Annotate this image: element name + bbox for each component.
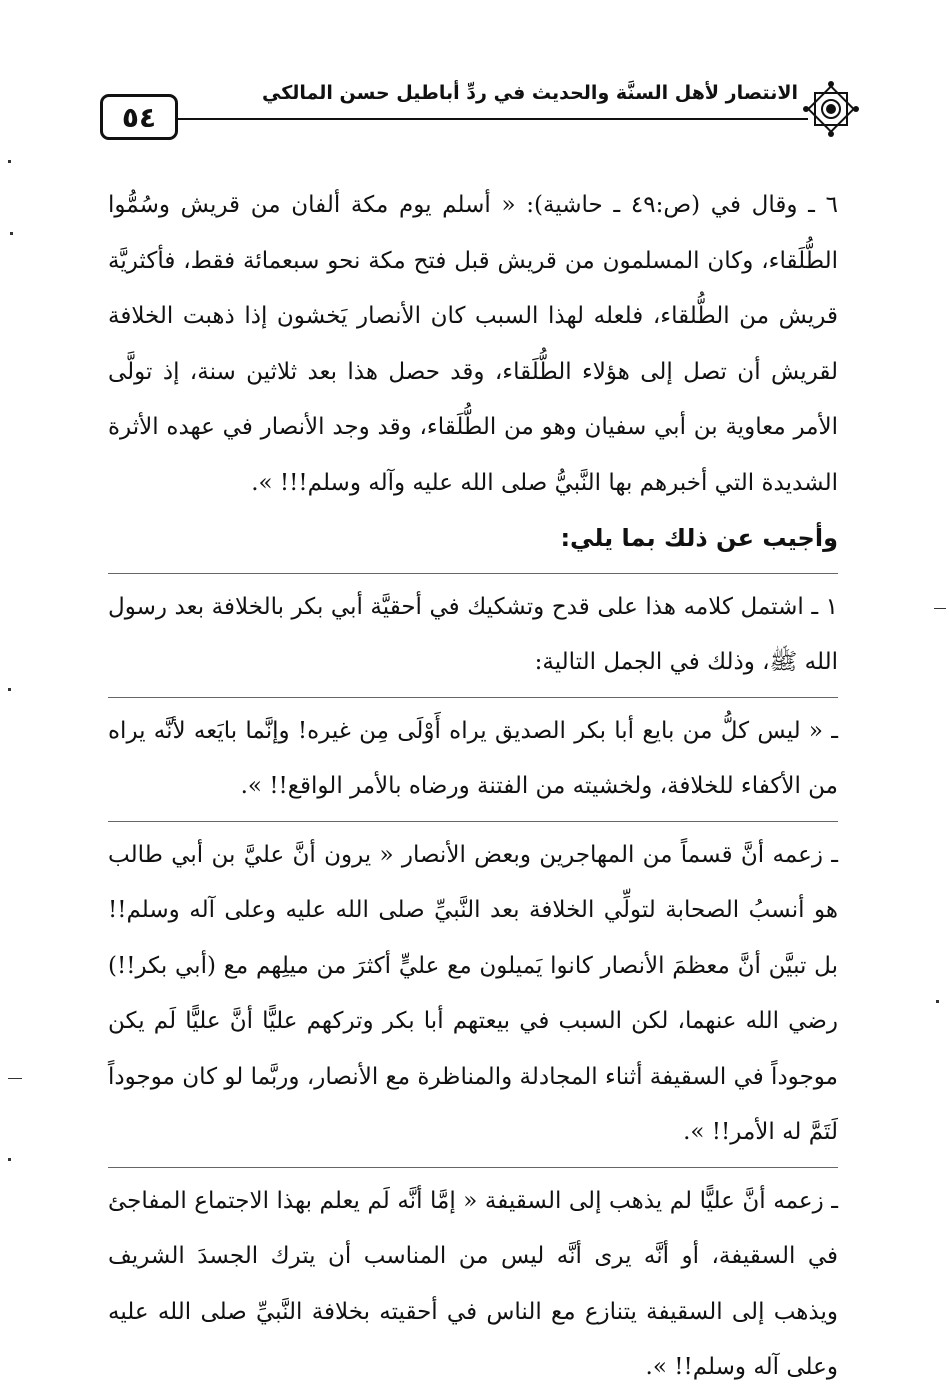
running-title: الانتصار لأهل السنَّة والحديث في ردِّ أباطيل حسن المالكي (258, 82, 802, 104)
page-body (108, 178, 838, 1396)
paragraph-6: ٦ ـ وقال في (ص:٤٩ ـ حاشية): « أسلم يوم مكة ألفان من قريش وسُمُّوا الطُّلَقاء، وكان المسلمون من قريش قبل فتح مكة نحو سبعمائة فقط، فأكثريَّة قريش من الطُّلقاء، فلعله لهذا السبب كان الأنصار يَخشون إذا ذهبت الخلافة لقريش أن تصل إلى هؤلاء الطُّلَقاء، وقد حصل هذا بعد ثلاثين سنة، إذ تولَّى الأمر معاوية بن أبي سفيان وهو من الطُّلَقاء، وقد وجد الأنصار في عهده الأثرة الشديدة التي أخبرهم بها النَّبيُّ صلى الله عليه وآله وسلم!!! ». (108, 192, 838, 496)
quote-1: ـ « ليس كلُّ من بايع أبا بكر الصديق يراه أَوْلَى مِن غيره! وإنَّما بايَعه لأنَّه يراه من الأكفاء للخلافة، ولخشيته من الفتنة ورضاه بالأمر الواقع!! ». (108, 717, 838, 799)
header-rule (178, 118, 808, 120)
page-number: ٥٤ (100, 94, 178, 140)
eight-point-star-ornament-icon (802, 80, 860, 138)
section-divider (108, 1167, 838, 1168)
page-header (100, 80, 860, 150)
point-1: ١ ـ اشتمل كلامه هذا على قدح وتشكيك في أحقيَّة أبي بكر بالخلافة بعد رسول الله ﷺ، وذلك في الجمل التالية: (108, 593, 838, 675)
quote-2: ـ زعمه أنَّ قسماً من المهاجرين وبعض الأنصار « يرون أنَّ عليَّ بن أبي طالب هو أنسبُ الصحابة لتولِّي الخلافة بعد النَّبيِّ صلى الله عليه وعلى آله وسلم!! بل تبيَّن أنَّ معظمَ الأنصار كانوا يَميلون مع عليٍّ أكثرَ من ميلِهم مع (أبي بكر!!) رضي الله عنهما، لكن السبب في بيعتهم أبا بكر وتركهم عليًّا أنَّ عليًّا لَم يكن موجوداً في السقيفة أثناء المجادلة والمناظرة مع الأنصار، وربَّما لو كان موجوداً لَتَمَّ له الأمر!! ». (107, 841, 838, 1145)
section-divider (108, 697, 838, 698)
section-divider (108, 573, 838, 574)
answer-heading: وأجيب عن ذلك بما يلي: (560, 524, 838, 552)
quote-3: ـ زعمه أنَّ عليًّا لم يذهب إلى السقيفة « إمَّا أنَّه لَم يعلم بهذا الاجتماع المفاجئ في السقيفة، أو أنَّه يرى أنَّه ليس من المناسب أن يترك الجسدَ الشريف ويذهب إلى السقيفة يتنازع مع الناس في أحقيته بخلافة النَّبيِّ صلى الله عليه وعلى آله وسلم!! ». (108, 1187, 838, 1380)
section-divider (108, 821, 838, 822)
